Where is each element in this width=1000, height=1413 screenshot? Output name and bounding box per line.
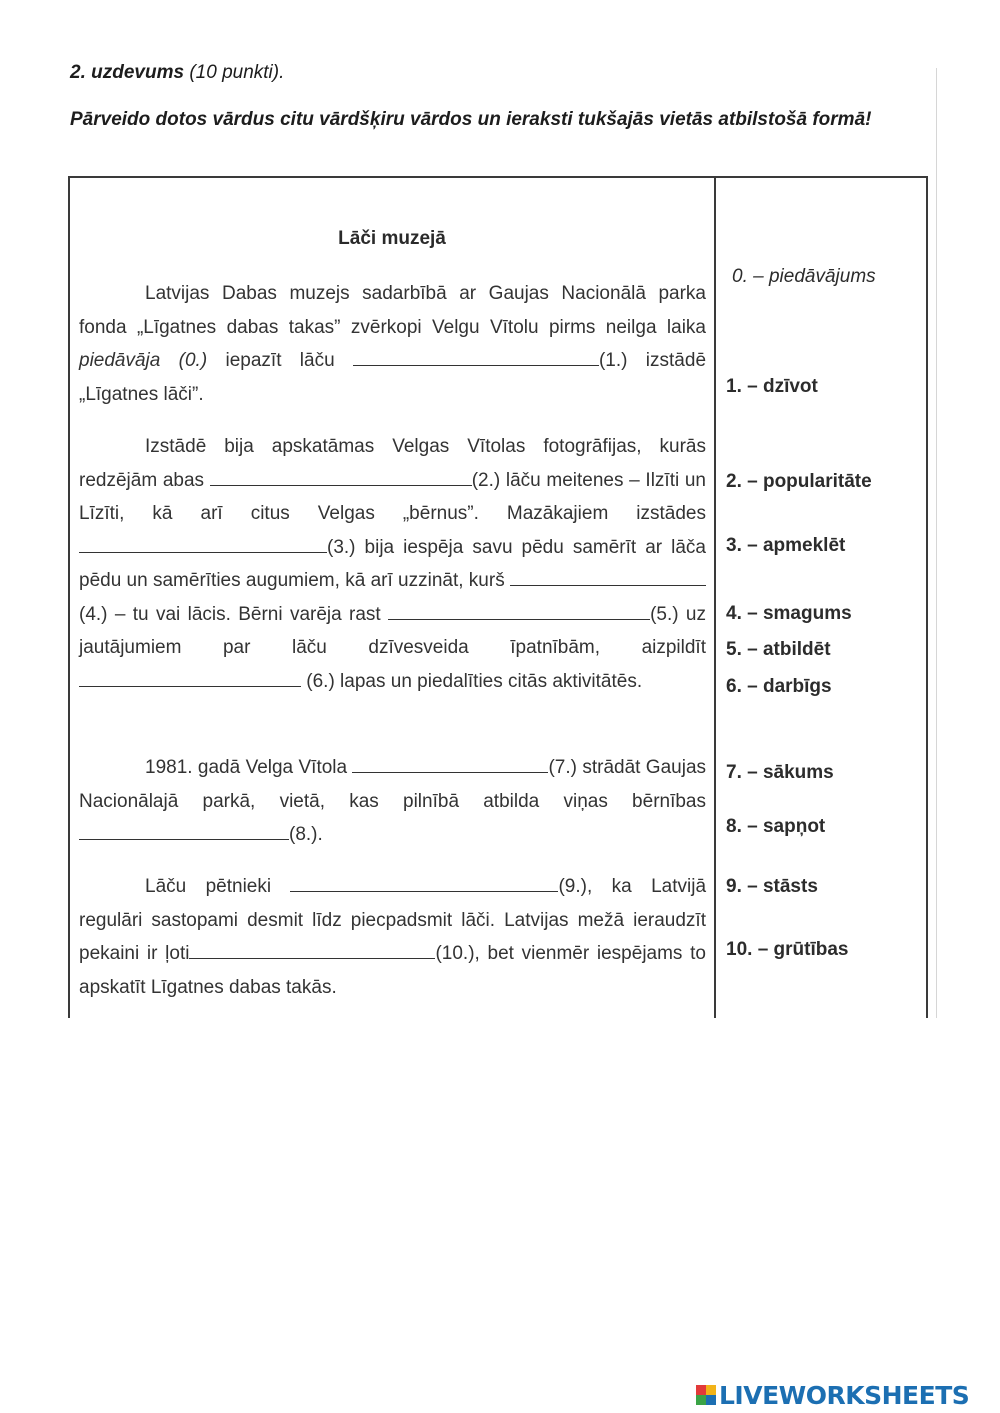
p2-text-b: (2.) lāču meitenes – Ilzīti un Līzīti, kā arī citus Velgas „bērnus”. Mazākajiem izstādes	[79, 469, 707, 524]
answer-blank-2[interactable]	[210, 466, 472, 486]
example-answer: piedāvāja (0.)	[79, 350, 208, 371]
answer-blank-7[interactable]	[352, 753, 548, 773]
hint-1: 1. – dzīvot	[726, 376, 818, 397]
p1-text-b: iepazīt lāču	[207, 350, 353, 371]
hint-3: 3. – apmeklēt	[726, 535, 846, 556]
hint-4: 4. – smagums	[726, 603, 852, 624]
p3-text-b: (7.) strādāt Gaujas Nacionālajā parkā, vietā, kas pilnībā atbilda viņas bērnības	[79, 757, 707, 812]
logo-text: LIVEWORKSHEETS	[719, 1380, 970, 1410]
logo-icon-square-2	[706, 1385, 716, 1395]
answer-blank-9[interactable]	[290, 872, 558, 892]
answer-blank-1[interactable]	[353, 346, 599, 366]
p4-text-b: (9.), ka Latvijā regulāri sastopami desmit līdz piecpadsmit lāči. Latvijas mežā ieraudzīt pekaini ir ļoti	[79, 876, 707, 964]
paragraph-3	[79, 751, 706, 852]
task-instruction: Pārveido dotos vārdus citu vārdšķiru vārdos un ieraksti tukšajās vietās atbilstošā formā!	[70, 109, 872, 130]
scan-edge	[936, 68, 937, 1018]
hint-0: 0. – piedāvājums	[732, 266, 876, 287]
hint-6: 6. – darbīgs	[726, 676, 832, 697]
logo-icon-square-4	[706, 1395, 716, 1405]
p1-text-a: Latvijas Dabas muzejs sadarbībā ar Gaujas Nacionālā parka fonda „Līgatnes dabas takas” zvērkopi Velgu Vītolu pirms neilga laika	[79, 283, 706, 338]
task-number: 2. uzdevums	[70, 62, 185, 83]
p4-text-a: Lāču pētnieki	[145, 876, 291, 897]
answer-blank-4[interactable]	[510, 566, 706, 586]
p4-text-c: (10.), bet vienmēr iespējams to apskatīt Līgatnes dabas takās.	[79, 943, 706, 998]
paragraph-1	[79, 277, 706, 411]
hint-10: 10. – grūtības	[726, 939, 849, 960]
hint-2: 2. – popularitāte	[726, 471, 872, 492]
hint-8: 8. – sapņot	[726, 816, 826, 837]
answer-blank-10[interactable]	[189, 939, 435, 959]
paragraph-2	[79, 430, 706, 698]
logo-icon-square-1	[696, 1385, 706, 1395]
paragraph-4	[79, 870, 706, 1004]
answer-blank-8[interactable]	[79, 820, 289, 840]
p3-text-a: 1981. gadā Velga Vītola	[145, 757, 353, 778]
hint-5: 5. – atbildēt	[726, 639, 831, 660]
liveworksheets-logo[interactable]	[696, 1378, 969, 1412]
p1-text-c: (1.) izstādē „Līgatnes lāči”.	[79, 350, 707, 405]
answer-blank-3[interactable]	[79, 533, 327, 553]
story-title: Lāči muzejā	[338, 228, 446, 249]
p2-text-f: (6.) lapas un piedalīties citās aktivitātēs.	[301, 670, 643, 692]
task-points: (10 punkti).	[184, 62, 285, 83]
answer-blank-5[interactable]	[388, 600, 650, 620]
task-title	[70, 62, 284, 84]
p2-text-d: (4.) – tu vai lācis. Bērni varēja rast	[79, 603, 389, 625]
hint-9: 9. – stāsts	[726, 876, 818, 897]
answer-blank-6[interactable]	[79, 667, 301, 687]
p2-text-e: (5.) uz jautājumiem par lāču dzīvesveida īpatnībām, aizpildīt	[79, 603, 706, 658]
column-divider	[714, 176, 716, 1018]
p2-text-c: (3.) bija iespēja savu pēdu samērīt ar lāča pēdu un samērīties augumiem, kā arī uzzināt, kurš	[79, 536, 706, 591]
p2-text-a: Izstādē bija apskatāmas Velgas Vītolas fotogrāfijas, kurās redzējām abas	[79, 436, 706, 491]
hint-7: 7. – sākums	[726, 762, 834, 783]
p3-text-c: (8.).	[289, 824, 323, 845]
logo-icon-square-3	[696, 1395, 706, 1405]
logo-icon	[696, 1385, 716, 1405]
